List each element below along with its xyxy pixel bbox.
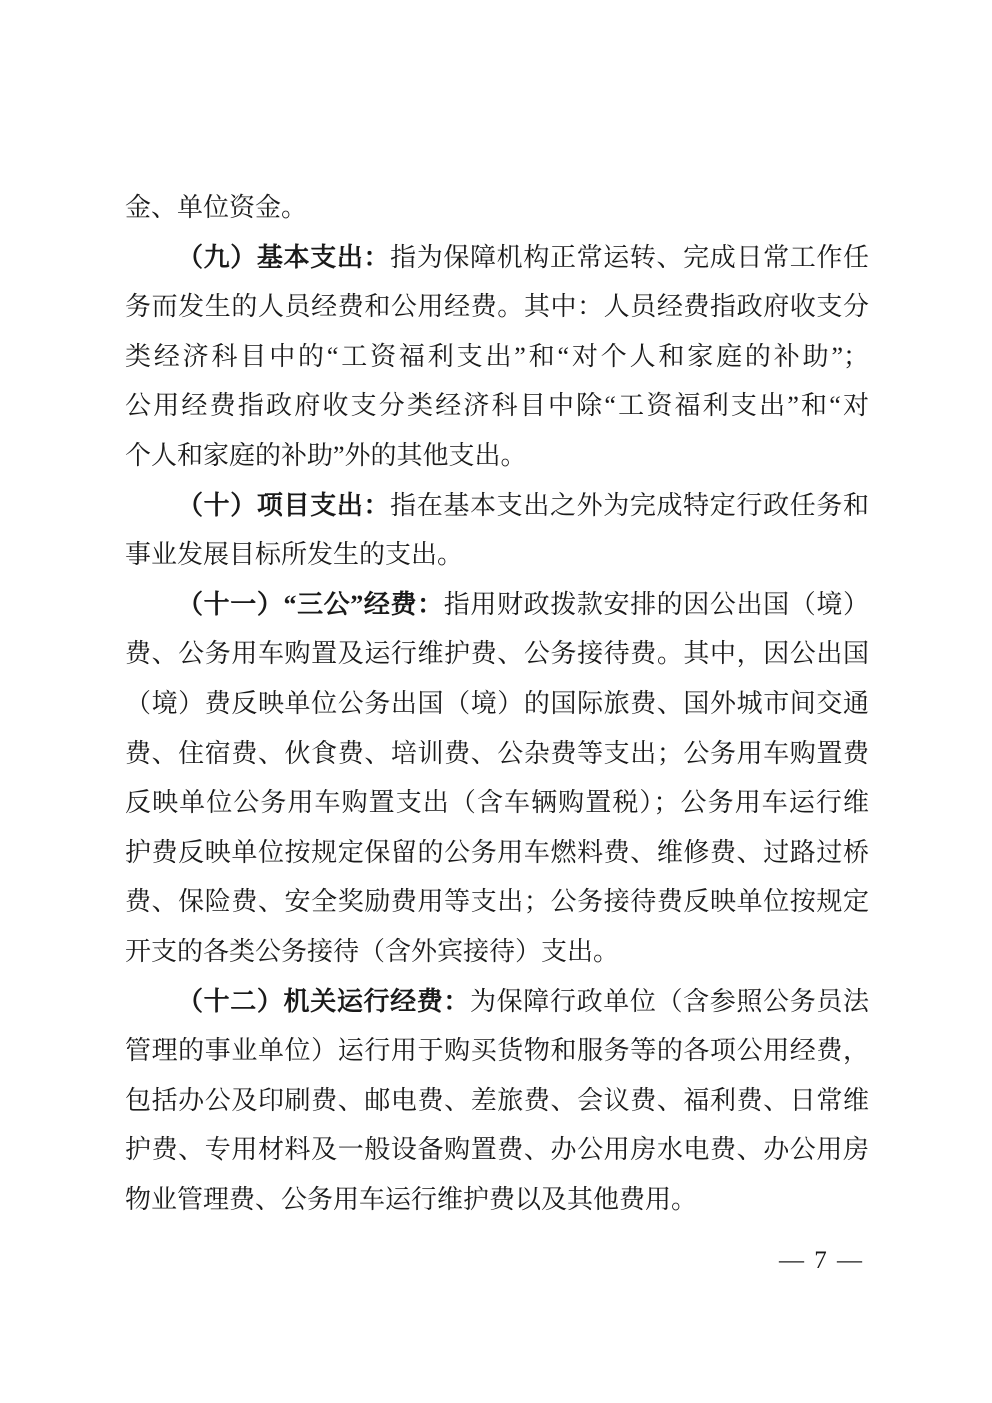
- body-text: 指为保障机构正常运转、完成日常工作任: [390, 242, 869, 272]
- body-text: 管理的事业单位）运行用于购买货物和服务等的各项公用经费，: [125, 1036, 869, 1066]
- body-text: 费、公务用车购置及运行维护费、公务接待费。其中，因公出国: [125, 639, 869, 669]
- text-line: [125, 481, 869, 531]
- text-line: [125, 530, 869, 580]
- text-line: [125, 1026, 869, 1076]
- paragraph-para-continuation: [125, 183, 869, 233]
- body-text: 为保障行政单位（含参照公务员法: [470, 986, 869, 1016]
- text-line: [125, 629, 869, 679]
- body-text: 反映单位公务用车购置支出（含车辆购置税）；公务用车运行维: [125, 788, 869, 818]
- paragraph-para-11-three-public-funds: [125, 580, 869, 977]
- text-line: [125, 282, 869, 332]
- paragraph-para-9-basic-expenditure: [125, 233, 869, 481]
- term-heading: （十一）“三公”经费：: [177, 589, 444, 619]
- text-line: [125, 580, 869, 630]
- body-text: 包括办公及印刷费、邮电费、差旅费、会议费、福利费、日常维: [125, 1085, 869, 1115]
- text-line: [125, 332, 869, 382]
- body-text: 公用经费指政府收支分类经济科目中除“工资福利支出”和“对: [125, 391, 869, 421]
- body-text: 务而发生的人员经费和公用经费。其中：人员经费指政府收支分: [125, 292, 869, 322]
- text-line: [125, 977, 869, 1027]
- body-text: 费、住宿费、伙食费、培训费、公杂费等支出；公务用车购置费: [125, 738, 869, 768]
- paragraph-para-10-project-expenditure: [125, 481, 869, 580]
- body-text: 类经济科目中的“工资福利支出”和“对个人和家庭的补助”；: [125, 341, 869, 371]
- body-text: 事业发展目标所发生的支出。: [125, 540, 464, 570]
- body-text: 护费、专用材料及一般设备购置费、办公用房水电费、办公用房: [125, 1135, 869, 1165]
- text-line: [125, 1175, 869, 1225]
- text-line: [125, 381, 869, 431]
- text-line: [125, 1125, 869, 1175]
- body-text: 开支的各类公务接待（含外宾接待）支出。: [125, 936, 620, 966]
- text-block: [125, 183, 869, 1224]
- term-heading: （十）项目支出：: [177, 490, 391, 520]
- body-text: 护费反映单位按规定保留的公务用车燃料费、维修费、过路过桥: [125, 837, 869, 867]
- paragraph-para-12-agency-operating-funds: [125, 977, 869, 1225]
- body-text: 个人和家庭的补助”外的其他支出。: [125, 440, 527, 470]
- text-line: [125, 679, 869, 729]
- body-text: 指用财政拨款安排的因公出国（境）: [443, 589, 869, 619]
- term-heading: （十二）机关运行经费：: [177, 986, 471, 1016]
- body-text: 金、单位资金。: [125, 193, 308, 222]
- text-line: [125, 828, 869, 878]
- text-line: [125, 431, 869, 481]
- body-text: 指在基本支出之外为完成特定行政任务和: [390, 490, 869, 520]
- text-line: [125, 778, 869, 828]
- text-line: [125, 927, 869, 977]
- body-text: （境）费反映单位公务出国（境）的国际旅费、国外城市间交通: [125, 688, 869, 718]
- body-text: 费、保险费、安全奖励费用等支出；公务接待费反映单位按规定: [125, 887, 869, 917]
- body-text: 物业管理费、公务用车运行维护费以及其他费用。: [125, 1184, 698, 1214]
- text-line: [125, 877, 869, 927]
- text-line: [125, 183, 869, 233]
- page-number: — 7 —: [779, 1247, 864, 1274]
- term-heading: （九）基本支出：: [177, 242, 391, 272]
- text-line: [125, 233, 869, 283]
- text-line: [125, 1076, 869, 1126]
- text-line: [125, 729, 869, 779]
